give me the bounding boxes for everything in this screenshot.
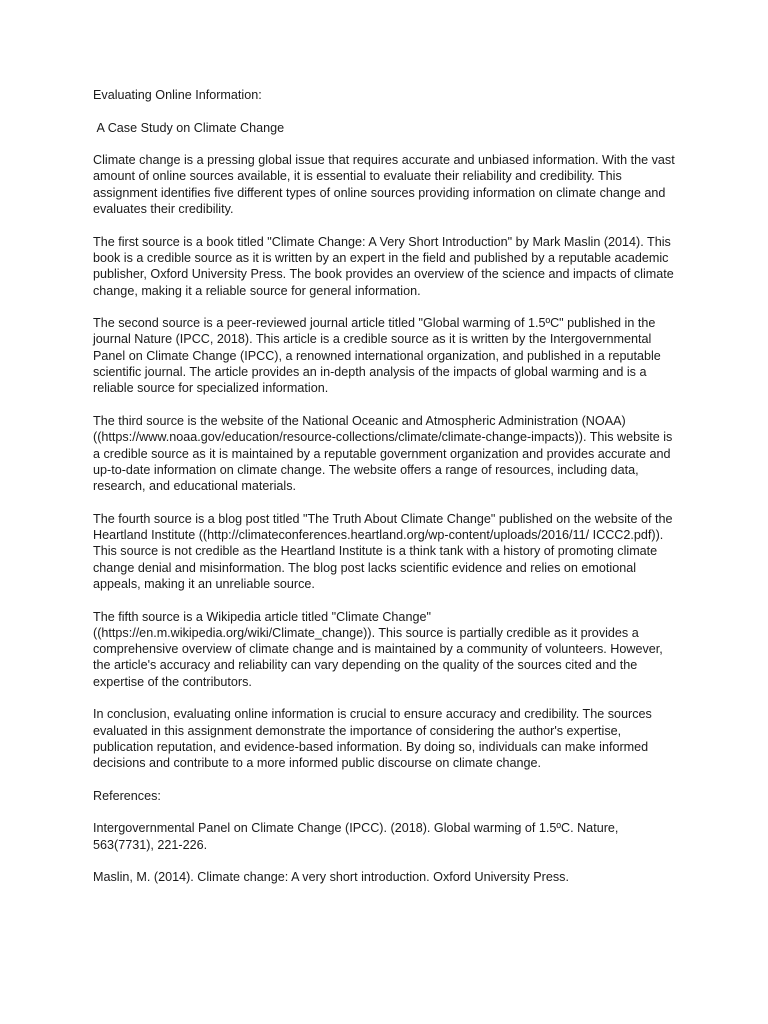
document-subtitle: A Case Study on Climate Change bbox=[93, 120, 285, 135]
paragraph-first-source: The first source is a book titled "Climate Change: A Very Short Introduction" by Mark Maslin (2014). This book is a credible source as it is written by an expert in the field and published by a reputable academic publisher, Oxford University Press. The book provides an overview of the science and impacts of climate change, making it a reliable source for general information. bbox=[93, 234, 678, 298]
paragraph-second-source: The second source is a peer-reviewed journal article titled "Global warming of 1.5ºC" published in the journal Nature (IPCC, 2018). This article is a credible source as it is written by the Intergovernmental Panel on Climate Change (IPCC), a renowned international organization, and published in a reputable scientific journal. The article provides an in-depth analysis of the impacts of global warming and is a reliable source for specialized information. bbox=[93, 316, 665, 396]
paragraph-fifth-source: The fifth source is a Wikipedia article titled "Climate Change" ((https://en.m.wikipedia.org/wiki/Climate_change)). This source is partially credible as it provides a comprehensive overview of climate change and is maintained by a community of volunteers. However, the article's accuracy and reliability can vary depending on the quality of the sources cited and the expertise of the contributors. bbox=[93, 609, 667, 689]
document-title: Evaluating Online Information: bbox=[93, 88, 262, 102]
paragraph-conclusion: In conclusion, evaluating online information is crucial to ensure accuracy and credibility. The sources evaluated in this assignment demonstrate the importance of considering the author's expertise, publication reputation, and evidence-based information. By doing so, individuals can make informed decisions and contribute to a more informed public discourse on climate change. bbox=[93, 707, 656, 771]
reference-entry: Maslin, M. (2014). Climate change: A very short introduction. Oxford University Press. bbox=[93, 870, 569, 885]
reference-entry: Intergovernmental Panel on Climate Change (IPCC). (2018). Global warming of 1.5ºC. Nature, 563(7731), 221-226. bbox=[93, 821, 622, 852]
references-heading: References: bbox=[93, 788, 161, 803]
document-body bbox=[93, 87, 679, 902]
paragraph-fourth-source: The fourth source is a blog post titled "The Truth About Climate Change" published on the website of the Heartland Institute ((http://climateconferences.heartland.org/wp-content/uploads/2016/11/ ICCC2.pdf)). This source is not credible as the Heartland Institute is a think tank with a history of promoting climate change denial and misinformation. The blog post lacks scientific evidence and relies on emotional appeals, making it an unreliable source. bbox=[93, 511, 677, 591]
paragraph-introduction: Climate change is a pressing global issue that requires accurate and unbiased information. With the vast amount of online sources available, it is essential to evaluate their reliability and credibility. This assignment identifies five different types of online sources providing information on climate change and evaluates their credibility. bbox=[93, 153, 679, 217]
paragraph-third-source: The third source is the website of the National Oceanic and Atmospheric Administration (NOAA) ((https://www.noaa.gov/education/resource-collections/climate/climate-change-impacts)). This website is a credible source as it is maintained by a reputable government organization and provides accurate and up-to-date information on climate change. The website offers a range of resources, including data, research, and educational materials. bbox=[93, 413, 676, 494]
